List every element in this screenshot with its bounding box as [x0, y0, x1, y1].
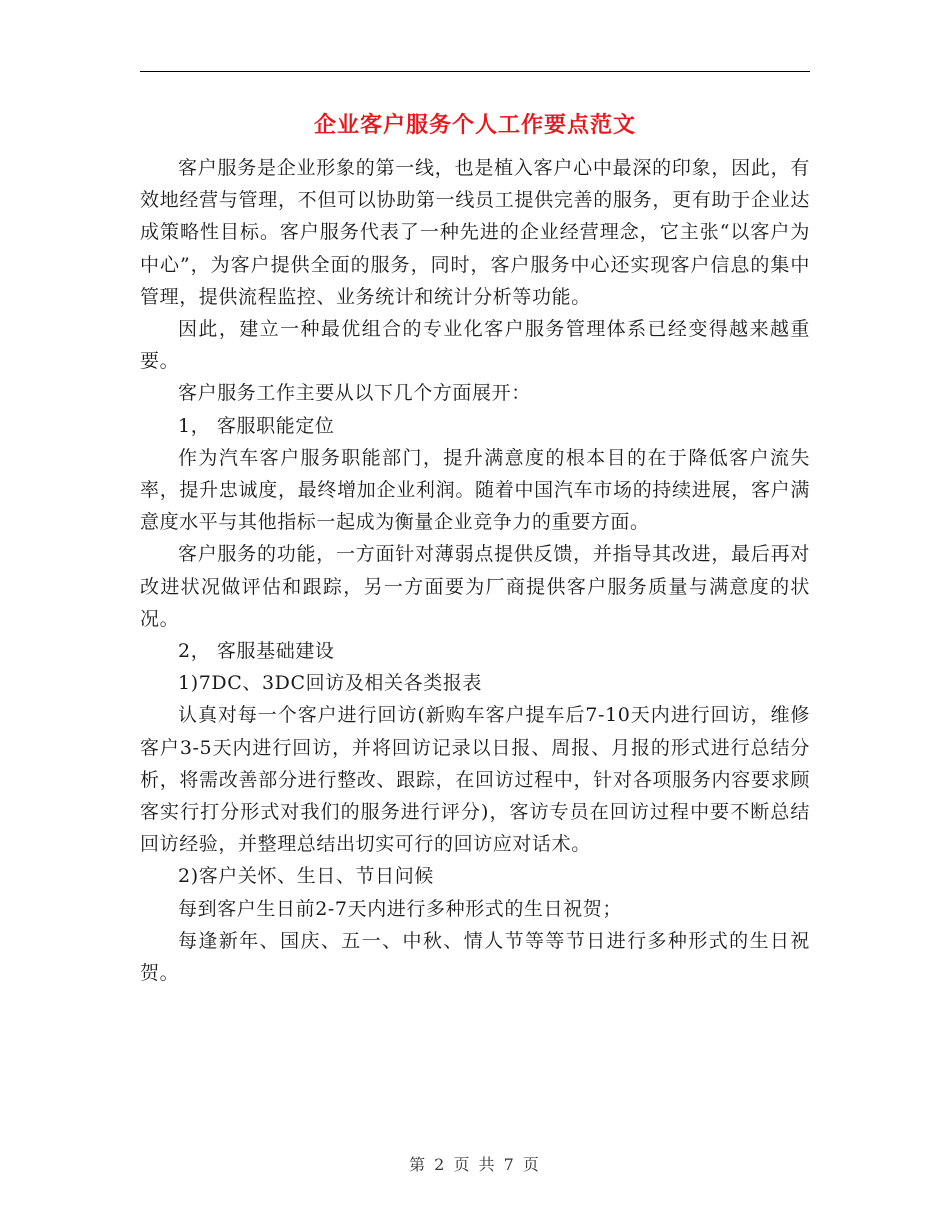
header-rule [140, 71, 810, 72]
paragraph-functions: 客户服务的功能，一方面针对薄弱点提供反馈，并指导其改进，最后再对改进状况做评估和跟踪，另一方面要为厂商提供客户服务质量与满意度的状况。 [140, 543, 810, 630]
paragraph-holiday: 每逢新年、国庆、五一、中秋、情人节等等节日进行多种形式的生日祝贺。 [140, 929, 810, 985]
paragraph-positioning: 作为汽车客户服务职能部门，提升满意度的根本目的在于降低客户流失率，提升忠诚度，最终增加企业利润。随着中国汽车市场的持续进展，客户满意度水平与其他指标一起成为衡量企业竞争力的重要方面。 [140, 446, 810, 534]
paragraph-callback: 认真对每一个客户进行回访(新购车客户提车后7-10天内进行回访，维修客户3-5天内进行回访，并将回访记录以日报、周报、月报的形式进行总结分析，将需改善部分进行整改、跟踪，在回访过程中，针对各项服务内容要求顾客实行打分形式对我们的服务进行评分)，客访专员在回访过程中要不断总结回访经验，并整理总结出切实可行的回访应对话术。 [140, 704, 810, 856]
paragraph-birthday: 每到客户生日前2-7天内进行多种形式的生日祝贺； [178, 897, 622, 920]
document-body [140, 152, 810, 989]
section-heading-2: 2， 客服基础建设 [178, 640, 335, 663]
page-number: 第 2 页 共 7 页 [409, 1155, 541, 1174]
paragraph-intro: 客户服务是企业形象的第一线，也是植入客户心中最深的印象，因此，有效地经营与管理，不但可以协助第一线员工提供完善的服务，更有助于企业达成策略性目标。客户服务代表了一种先进的企业经营理念，它主张“以客户为中心”，为客户提供全面的服务，同时，客户服务中心还实现客户信息的集中管理，提供流程监控、业务统计和统计分析等功能。 [140, 157, 810, 308]
paragraph-overview: 客户服务工作主要从以下几个方面展开： [178, 382, 531, 405]
document-title: 企业客户服务个人工作要点范文 [313, 112, 636, 138]
paragraph-importance: 因此，建立一种最优组合的专业化客户服务管理体系已经变得越来越重要。 [140, 318, 810, 373]
section-heading-1: 1， 客服职能定位 [178, 414, 335, 437]
subsection-heading-1: 1)7DC、3DC回访及相关各类报表 [178, 672, 483, 695]
subsection-heading-2: 2)客户关怀、生日、节日问候 [178, 865, 434, 888]
